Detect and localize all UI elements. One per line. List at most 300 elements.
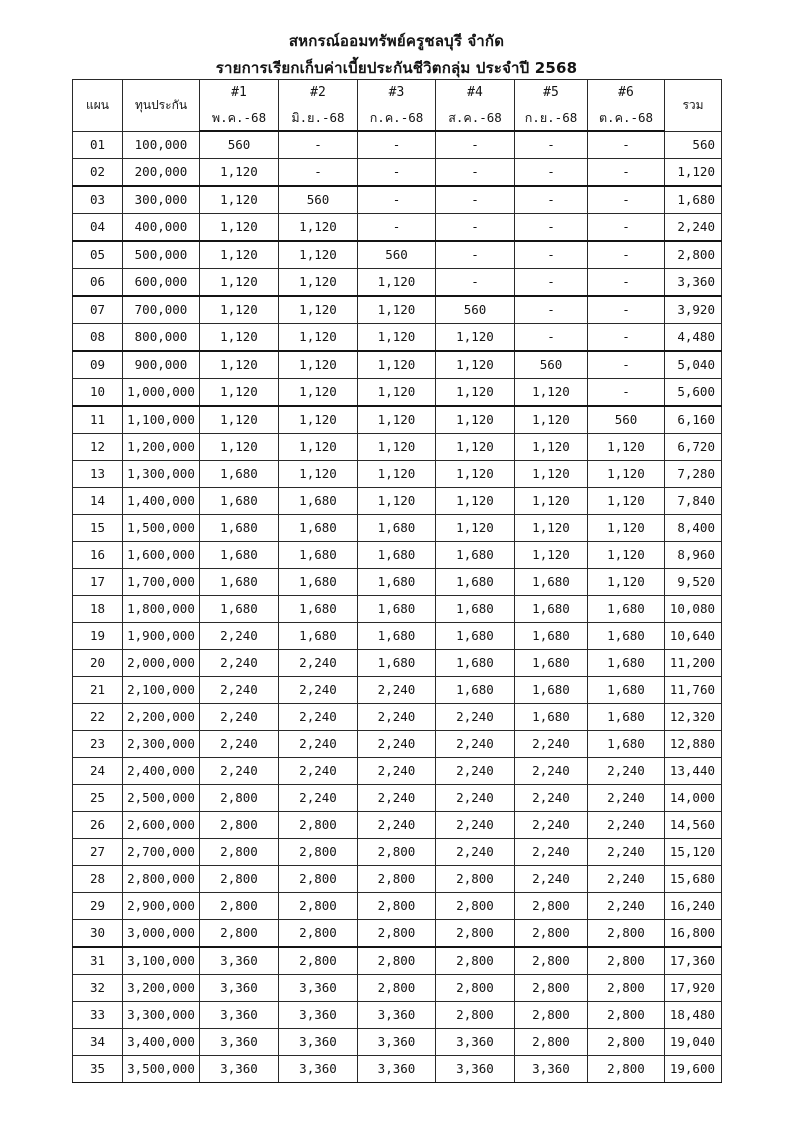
capital-cell: 1,700,000 — [123, 569, 200, 596]
installment-2-cell: 2,800 — [279, 839, 358, 866]
table-row — [73, 920, 722, 948]
table-row — [73, 461, 722, 488]
installment-5-cell: 2,800 — [515, 893, 588, 920]
installment-2-cell: - — [279, 159, 358, 187]
installment-1-cell: 3,360 — [200, 1056, 279, 1083]
installment-6-cell: 1,680 — [588, 650, 665, 677]
installment-3-cell: 1,680 — [358, 650, 436, 677]
installment-6-cell: - — [588, 269, 665, 297]
installment-4-cell: 2,800 — [436, 975, 515, 1002]
installment-1-cell: 1,680 — [200, 461, 279, 488]
table-row — [73, 351, 722, 379]
total-cell: 7,280 — [665, 461, 722, 488]
total-cell: 1,120 — [665, 159, 722, 187]
installment-3-cell: 2,240 — [358, 812, 436, 839]
installment-5-cell: 2,240 — [515, 731, 588, 758]
installment-6-cell: 1,120 — [588, 488, 665, 515]
installment-3-cell: 2,240 — [358, 677, 436, 704]
installment-4-cell: - — [436, 214, 515, 242]
installment-3-cell: 2,240 — [358, 704, 436, 731]
installment-5-cell: 2,800 — [515, 920, 588, 948]
installment-4-cell: 1,680 — [436, 569, 515, 596]
plan-cell: 01 — [73, 131, 123, 159]
installment-3-cell: - — [358, 131, 436, 159]
total-cell: 6,160 — [665, 406, 722, 434]
installment-5-cell: 1,120 — [515, 542, 588, 569]
installment-6-cell: 2,800 — [588, 1002, 665, 1029]
installment-2-cell: 1,680 — [279, 596, 358, 623]
plan-cell: 27 — [73, 839, 123, 866]
table-row — [73, 324, 722, 352]
installment-2-cell: 2,240 — [279, 704, 358, 731]
total-cell: 11,760 — [665, 677, 722, 704]
table-row — [73, 379, 722, 407]
total-cell: 2,800 — [665, 241, 722, 269]
total-cell: 19,600 — [665, 1056, 722, 1083]
installment-1-cell: 2,240 — [200, 650, 279, 677]
installment-4-cell: 2,240 — [436, 758, 515, 785]
installment-2-cell: 2,800 — [279, 866, 358, 893]
installment-5-cell: - — [515, 131, 588, 159]
installment-5-cell: 1,680 — [515, 704, 588, 731]
installment-6-cell: 1,120 — [588, 569, 665, 596]
total-cell: 19,040 — [665, 1029, 722, 1056]
installment-2-cell: 2,800 — [279, 920, 358, 948]
installment-5-cell: 2,240 — [515, 866, 588, 893]
installment-2-cell: 1,120 — [279, 214, 358, 242]
installment-4-cell: 2,800 — [436, 1002, 515, 1029]
installment-1-cell: 3,360 — [200, 975, 279, 1002]
header-row-top — [73, 80, 722, 106]
installment-6-cell: 2,240 — [588, 758, 665, 785]
total-cell: 12,880 — [665, 731, 722, 758]
installment-3-cell: 1,120 — [358, 351, 436, 379]
header-installment-month: ก.ย.-68 — [515, 105, 588, 131]
installment-3-cell: 3,360 — [358, 1002, 436, 1029]
installment-2-cell: 1,120 — [279, 324, 358, 352]
capital-cell: 3,300,000 — [123, 1002, 200, 1029]
installment-1-cell: 1,120 — [200, 269, 279, 297]
installment-3-cell: 1,680 — [358, 569, 436, 596]
installment-1-cell: 1,120 — [200, 241, 279, 269]
installment-5-cell: 2,240 — [515, 839, 588, 866]
installment-6-cell: 2,240 — [588, 785, 665, 812]
plan-cell: 33 — [73, 1002, 123, 1029]
plan-cell: 24 — [73, 758, 123, 785]
installment-6-cell: - — [588, 131, 665, 159]
installment-3-cell: 1,120 — [358, 379, 436, 407]
installment-5-cell: 1,680 — [515, 623, 588, 650]
header-installment-number: #2 — [279, 80, 358, 106]
installment-4-cell: 1,120 — [436, 406, 515, 434]
plan-cell: 29 — [73, 893, 123, 920]
installment-5-cell: - — [515, 159, 588, 187]
total-cell: 7,840 — [665, 488, 722, 515]
table-row — [73, 488, 722, 515]
table-row — [73, 241, 722, 269]
plan-cell: 15 — [73, 515, 123, 542]
table-row — [73, 569, 722, 596]
installment-3-cell: 1,120 — [358, 488, 436, 515]
installment-6-cell: 2,240 — [588, 839, 665, 866]
capital-cell: 1,300,000 — [123, 461, 200, 488]
plan-cell: 34 — [73, 1029, 123, 1056]
installment-2-cell: 1,680 — [279, 488, 358, 515]
installment-5-cell: 2,800 — [515, 1029, 588, 1056]
plan-cell: 14 — [73, 488, 123, 515]
total-cell: 6,720 — [665, 434, 722, 461]
installment-4-cell: 2,800 — [436, 893, 515, 920]
installment-1-cell: 1,680 — [200, 515, 279, 542]
installment-4-cell: 1,120 — [436, 434, 515, 461]
table-row — [73, 893, 722, 920]
installment-1-cell: 2,240 — [200, 758, 279, 785]
plan-cell: 02 — [73, 159, 123, 187]
installment-5-cell: 2,240 — [515, 812, 588, 839]
installment-3-cell: 2,800 — [358, 975, 436, 1002]
installment-1-cell: 2,800 — [200, 812, 279, 839]
installment-5-cell: 1,680 — [515, 677, 588, 704]
installment-2-cell: 2,240 — [279, 758, 358, 785]
installment-6-cell: 2,800 — [588, 920, 665, 948]
capital-cell: 3,000,000 — [123, 920, 200, 948]
installment-2-cell: 2,240 — [279, 731, 358, 758]
installment-4-cell: 1,120 — [436, 351, 515, 379]
capital-cell: 800,000 — [123, 324, 200, 352]
installment-1-cell: 1,120 — [200, 214, 279, 242]
installment-3-cell: 2,240 — [358, 785, 436, 812]
installment-6-cell: 1,680 — [588, 704, 665, 731]
installment-5-cell: - — [515, 214, 588, 242]
installment-2-cell: 3,360 — [279, 1002, 358, 1029]
installment-1-cell: 1,120 — [200, 379, 279, 407]
installment-5-cell: 1,120 — [515, 461, 588, 488]
installment-4-cell: 1,680 — [436, 596, 515, 623]
capital-cell: 700,000 — [123, 296, 200, 324]
plan-cell: 04 — [73, 214, 123, 242]
installment-2-cell: 2,240 — [279, 785, 358, 812]
total-cell: 14,000 — [665, 785, 722, 812]
capital-cell: 2,100,000 — [123, 677, 200, 704]
total-cell: 11,200 — [665, 650, 722, 677]
plan-cell: 23 — [73, 731, 123, 758]
installment-4-cell: 1,120 — [436, 488, 515, 515]
header-total: รวม — [665, 80, 722, 132]
capital-cell: 2,300,000 — [123, 731, 200, 758]
installment-3-cell: 2,800 — [358, 893, 436, 920]
header-installment-month: มิ.ย.-68 — [279, 105, 358, 131]
total-cell: 5,040 — [665, 351, 722, 379]
installment-4-cell: 1,120 — [436, 515, 515, 542]
installment-3-cell: 1,120 — [358, 406, 436, 434]
installment-3-cell: 1,120 — [358, 324, 436, 352]
table-row — [73, 785, 722, 812]
plan-cell: 32 — [73, 975, 123, 1002]
table-row — [73, 159, 722, 187]
installment-1-cell: 1,680 — [200, 488, 279, 515]
installment-1-cell: 1,680 — [200, 569, 279, 596]
capital-cell: 2,700,000 — [123, 839, 200, 866]
table-row — [73, 131, 722, 159]
installment-3-cell: - — [358, 214, 436, 242]
capital-cell: 2,200,000 — [123, 704, 200, 731]
installment-3-cell: 1,680 — [358, 623, 436, 650]
installment-3-cell: 560 — [358, 241, 436, 269]
plan-cell: 12 — [73, 434, 123, 461]
installment-4-cell: 3,360 — [436, 1056, 515, 1083]
header-installment-month: ส.ค.-68 — [436, 105, 515, 131]
plan-cell: 31 — [73, 947, 123, 975]
capital-cell: 3,100,000 — [123, 947, 200, 975]
installment-2-cell: 1,120 — [279, 296, 358, 324]
installment-6-cell: 2,800 — [588, 975, 665, 1002]
installment-3-cell: 2,240 — [358, 731, 436, 758]
total-cell: 10,640 — [665, 623, 722, 650]
table-row — [73, 515, 722, 542]
capital-cell: 400,000 — [123, 214, 200, 242]
table-row — [73, 1029, 722, 1056]
capital-cell: 2,900,000 — [123, 893, 200, 920]
total-cell: 16,240 — [665, 893, 722, 920]
table-row — [73, 812, 722, 839]
installment-3-cell: 3,360 — [358, 1029, 436, 1056]
plan-cell: 03 — [73, 186, 123, 214]
installment-5-cell: 3,360 — [515, 1056, 588, 1083]
installment-6-cell: - — [588, 296, 665, 324]
installment-4-cell: 1,120 — [436, 461, 515, 488]
total-cell: 560 — [665, 131, 722, 159]
installment-2-cell: 3,360 — [279, 1029, 358, 1056]
plan-cell: 09 — [73, 351, 123, 379]
installment-1-cell: 2,240 — [200, 704, 279, 731]
installment-4-cell: 2,240 — [436, 839, 515, 866]
document-subtitle: รายการเรียกเก็บค่าเบี้ยประกันชีวิตกลุ่ม ประจำปี 2568 — [215, 59, 578, 77]
capital-cell: 1,200,000 — [123, 434, 200, 461]
capital-cell: 500,000 — [123, 241, 200, 269]
installment-6-cell: - — [588, 159, 665, 187]
plan-cell: 10 — [73, 379, 123, 407]
capital-cell: 2,500,000 — [123, 785, 200, 812]
installment-3-cell: 1,120 — [358, 296, 436, 324]
installment-6-cell: - — [588, 351, 665, 379]
table-row — [73, 677, 722, 704]
installment-1-cell: 2,800 — [200, 893, 279, 920]
header-installment-month: พ.ค.-68 — [200, 105, 279, 131]
installment-2-cell: 2,800 — [279, 893, 358, 920]
table-row — [73, 542, 722, 569]
installment-1-cell: 1,680 — [200, 596, 279, 623]
installment-4-cell: 1,680 — [436, 542, 515, 569]
installment-4-cell: 2,800 — [436, 920, 515, 948]
capital-cell: 2,800,000 — [123, 866, 200, 893]
plan-cell: 11 — [73, 406, 123, 434]
total-cell: 1,680 — [665, 186, 722, 214]
installment-1-cell: 1,120 — [200, 406, 279, 434]
installment-2-cell: 1,680 — [279, 515, 358, 542]
installment-6-cell: - — [588, 186, 665, 214]
installment-6-cell: 2,240 — [588, 866, 665, 893]
premium-schedule-table — [72, 79, 722, 1083]
installment-3-cell: - — [358, 186, 436, 214]
installment-6-cell: - — [588, 214, 665, 242]
capital-cell: 1,000,000 — [123, 379, 200, 407]
installment-4-cell: - — [436, 241, 515, 269]
installment-5-cell: 1,680 — [515, 650, 588, 677]
installment-6-cell: 2,800 — [588, 947, 665, 975]
table-body — [73, 131, 722, 1083]
plan-cell: 25 — [73, 785, 123, 812]
installment-1-cell: 3,360 — [200, 947, 279, 975]
capital-cell: 100,000 — [123, 131, 200, 159]
total-cell: 3,360 — [665, 269, 722, 297]
installment-6-cell: 1,120 — [588, 542, 665, 569]
plan-cell: 13 — [73, 461, 123, 488]
installment-5-cell: 1,120 — [515, 406, 588, 434]
installment-4-cell: 2,240 — [436, 785, 515, 812]
plan-cell: 28 — [73, 866, 123, 893]
installment-1-cell: 3,360 — [200, 1029, 279, 1056]
installment-4-cell: - — [436, 131, 515, 159]
installment-6-cell: 2,240 — [588, 812, 665, 839]
installment-6-cell: 2,240 — [588, 893, 665, 920]
plan-cell: 18 — [73, 596, 123, 623]
table-row — [73, 596, 722, 623]
installment-6-cell: 560 — [588, 406, 665, 434]
installment-2-cell: 2,240 — [279, 650, 358, 677]
total-cell: 16,800 — [665, 920, 722, 948]
total-cell: 15,680 — [665, 866, 722, 893]
installment-6-cell: 1,680 — [588, 731, 665, 758]
table-row — [73, 731, 722, 758]
installment-2-cell: 1,120 — [279, 379, 358, 407]
installment-6-cell: 1,680 — [588, 677, 665, 704]
installment-4-cell: 2,240 — [436, 704, 515, 731]
installment-5-cell: - — [515, 241, 588, 269]
installment-5-cell: 2,240 — [515, 758, 588, 785]
capital-cell: 2,600,000 — [123, 812, 200, 839]
installment-1-cell: 3,360 — [200, 1002, 279, 1029]
installment-4-cell: 1,680 — [436, 650, 515, 677]
installment-5-cell: 560 — [515, 351, 588, 379]
header-installment-month: ก.ค.-68 — [358, 105, 436, 131]
installment-2-cell: 1,120 — [279, 461, 358, 488]
total-cell: 2,240 — [665, 214, 722, 242]
installment-5-cell: 2,800 — [515, 1002, 588, 1029]
installment-5-cell: 2,240 — [515, 785, 588, 812]
installment-2-cell: 1,680 — [279, 569, 358, 596]
installment-4-cell: 2,240 — [436, 731, 515, 758]
total-cell: 8,400 — [665, 515, 722, 542]
installment-4-cell: - — [436, 159, 515, 187]
installment-5-cell: 2,800 — [515, 947, 588, 975]
installment-1-cell: 1,120 — [200, 434, 279, 461]
installment-3-cell: 2,800 — [358, 866, 436, 893]
plan-cell: 20 — [73, 650, 123, 677]
table-row — [73, 406, 722, 434]
plan-cell: 17 — [73, 569, 123, 596]
plan-cell: 35 — [73, 1056, 123, 1083]
installment-1-cell: 2,240 — [200, 677, 279, 704]
total-cell: 17,920 — [665, 975, 722, 1002]
installment-1-cell: 1,120 — [200, 186, 279, 214]
total-cell: 18,480 — [665, 1002, 722, 1029]
total-cell: 13,440 — [665, 758, 722, 785]
installment-3-cell: 1,680 — [358, 596, 436, 623]
installment-2-cell: 3,360 — [279, 1056, 358, 1083]
installment-2-cell: 1,120 — [279, 406, 358, 434]
capital-cell: 1,100,000 — [123, 406, 200, 434]
table-row — [73, 1056, 722, 1083]
installment-1-cell: 1,120 — [200, 159, 279, 187]
installment-6-cell: 1,680 — [588, 623, 665, 650]
installment-6-cell: - — [588, 324, 665, 352]
table-row — [73, 704, 722, 731]
installment-3-cell: - — [358, 159, 436, 187]
table-row — [73, 839, 722, 866]
installment-1-cell: 1,120 — [200, 351, 279, 379]
installment-1-cell: 2,800 — [200, 785, 279, 812]
installment-6-cell: 1,680 — [588, 596, 665, 623]
header-installment-number: #1 — [200, 80, 279, 106]
total-cell: 10,080 — [665, 596, 722, 623]
installment-6-cell: 1,120 — [588, 434, 665, 461]
table-row — [73, 758, 722, 785]
installment-5-cell: 1,120 — [515, 379, 588, 407]
installment-4-cell: 1,680 — [436, 677, 515, 704]
installment-3-cell: 3,360 — [358, 1056, 436, 1083]
installment-2-cell: 1,120 — [279, 351, 358, 379]
table-row — [73, 947, 722, 975]
installment-2-cell: 560 — [279, 186, 358, 214]
header-capital: ทุนประกัน — [123, 80, 200, 132]
installment-5-cell: 1,680 — [515, 569, 588, 596]
plan-cell: 06 — [73, 269, 123, 297]
plan-cell: 07 — [73, 296, 123, 324]
installment-4-cell: 2,800 — [436, 947, 515, 975]
installment-3-cell: 1,120 — [358, 434, 436, 461]
installment-1-cell: 2,240 — [200, 731, 279, 758]
installment-3-cell: 1,120 — [358, 269, 436, 297]
installment-1-cell: 560 — [200, 131, 279, 159]
installment-1-cell: 1,120 — [200, 296, 279, 324]
capital-cell: 1,400,000 — [123, 488, 200, 515]
installment-1-cell: 2,800 — [200, 866, 279, 893]
installment-2-cell: 1,680 — [279, 542, 358, 569]
installment-4-cell: - — [436, 186, 515, 214]
table-row — [73, 269, 722, 297]
total-cell: 12,320 — [665, 704, 722, 731]
capital-cell: 900,000 — [123, 351, 200, 379]
header-installment-month: ต.ค.-68 — [588, 105, 665, 131]
installment-5-cell: 1,120 — [515, 488, 588, 515]
installment-1-cell: 2,800 — [200, 839, 279, 866]
table-row — [73, 975, 722, 1002]
header-plan: แผน — [73, 80, 123, 132]
plan-cell: 16 — [73, 542, 123, 569]
table-row — [73, 214, 722, 242]
installment-5-cell: 1,680 — [515, 596, 588, 623]
installment-3-cell: 1,680 — [358, 542, 436, 569]
total-cell: 9,520 — [665, 569, 722, 596]
installment-2-cell: - — [279, 131, 358, 159]
installment-6-cell: 2,800 — [588, 1029, 665, 1056]
total-cell: 4,480 — [665, 324, 722, 352]
capital-cell: 200,000 — [123, 159, 200, 187]
capital-cell: 1,900,000 — [123, 623, 200, 650]
total-cell: 3,920 — [665, 296, 722, 324]
plan-cell: 19 — [73, 623, 123, 650]
installment-2-cell: 3,360 — [279, 975, 358, 1002]
